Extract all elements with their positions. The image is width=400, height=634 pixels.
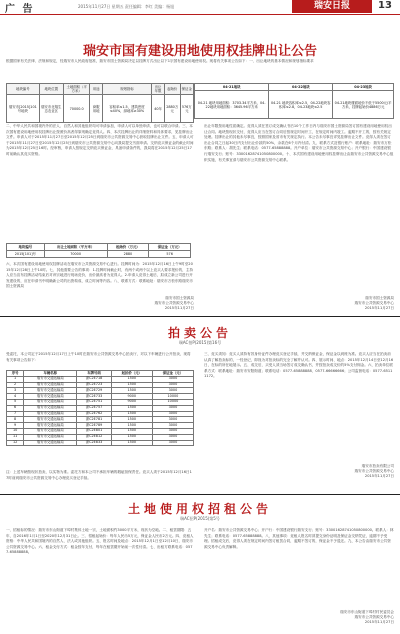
signature-line: 2015年11月27日 (364, 620, 394, 624)
table-cell: 瑞安市交通运输局 (24, 382, 77, 388)
table-cell: 容积率≤1.5，建筑密度≤40%，绿地率≥30% (102, 95, 151, 123)
table-cell: 瑞安市交通运输局 (24, 388, 77, 394)
table-cell: 瑞安市北翔生态农业区 (39, 95, 63, 123)
signature-line: 瑞安市国土资源局 (365, 296, 394, 300)
deposit-table (6, 243, 191, 258)
signature-line: 2015年11月27日 (364, 306, 394, 310)
table-cell: 9000 (111, 399, 152, 405)
table-cell: 6 (7, 405, 24, 411)
divider (0, 316, 400, 317)
table-cell: 12 (7, 440, 24, 446)
table-cell: 04-21地块楼面地价不低于5500元/平方米，挂牌起始价4886万元 (333, 91, 394, 119)
table-header-cell: 04-23地块 (333, 84, 394, 91)
table-cell: 10000 (152, 399, 193, 405)
table-header-row (7, 244, 191, 251)
land-table-right (194, 83, 394, 119)
table-cell: 浙C2E801 (77, 428, 111, 434)
table-header-cell: 车辆名称 (24, 371, 77, 377)
table-header-row (195, 84, 394, 91)
table-cell: 1500 (111, 405, 152, 411)
table-cell: 576 (149, 251, 191, 258)
table-cell: 瑞安市交通运输局 (24, 394, 77, 400)
divider (0, 494, 400, 495)
notice1-left-text: 二、中华人民共和国境内外的法人、自然人和其他组织均可申请参加，申请人可以单独申请，也可以联合申请。三、本次国有建设用地使用权挂牌出让按照价高者得原则确定竞得人。四、本次挂牌出让的详细资料和具体要求，见挂牌出让文件。申请人可于2015年11月27日至2015年12月25日到瑞安市公共资源交易中心获取挂牌出让文件。五、申请人可于2015年11月27日至2015年12月25日到瑞安市公共资源交易中心向我局提交书面申请。交纳竞买保证金的截止时间为2015年12月25日16时。经审核，申请人按规定交纳竞买保证金，具备申请条件的，我局将在2015年12月25日17时前确认其竞买资格。 (6, 124, 194, 156)
land-table (6, 83, 194, 123)
table-cell: 瑞安市交通运输局 (24, 440, 77, 446)
table-header-cell: 保证金（万元） (149, 244, 191, 251)
table-cell: 2880 (107, 251, 149, 258)
notice2-intro: 受委托，本公司定于2015年12月17日上午10时在瑞安市公共资源交易中心拍卖厅，对以下车辆进行公开拍卖，现将有关事项公告如下： (6, 352, 191, 362)
table-cell: 瑞安市交通运输局 (24, 399, 77, 405)
signature-line: 瑞安市公共资源交易中心 (354, 301, 394, 305)
table-cell: 1500 (111, 388, 152, 394)
notice1-left-signature (130, 296, 194, 311)
table-cell: 3000 (152, 376, 193, 382)
table-row (195, 91, 394, 119)
table-cell: 3000 (152, 428, 193, 434)
table-cell: 2880万元 (164, 95, 180, 123)
table-row (7, 251, 191, 258)
table-cell: 浙C2E812 (77, 434, 111, 440)
table-header-cell: 地块编号 (7, 84, 40, 95)
table-cell: 瑞安市交通运输局 (24, 423, 77, 429)
table-cell: 70000.0 (63, 95, 90, 123)
table-cell: 40年 (152, 95, 165, 123)
table-cell: 04-21 地块容积率≤2.5，04-22地块容积率≤2.8，04-23地块≤2.5 (269, 91, 333, 119)
table-header-cell: 规划指标 (102, 84, 151, 95)
table-header-cell: 起拍价（元） (111, 371, 152, 377)
table-cell: 3000 (152, 440, 193, 446)
table-cell: 商服用地 (90, 95, 102, 123)
signature-line: 瑞安市拍卖有限公司 (361, 464, 394, 468)
table-cell: 3000 (152, 434, 193, 440)
table-cell: 浙C2E757 (77, 405, 111, 411)
table-cell: 1500 (111, 423, 152, 429)
table-header-cell: 土地面积（平方米） (63, 84, 90, 95)
table-cell: 576万元 (180, 95, 193, 123)
table-cell: 1500 (111, 411, 152, 417)
table-header-cell: 04-22地块 (269, 84, 333, 91)
table-cell: 浙C2E733 (77, 394, 111, 400)
table-header-cell: 起始价 (164, 84, 180, 95)
table-header-cell: 起始价（万元） (107, 244, 149, 251)
table-header-cell: 出让土地面积（平方米） (44, 244, 107, 251)
notice2-note: 注：上述车辆按现状拍卖，以实物为准。委托方和本公司不承担车辆的瑕疵担保责任。竞买人须于2015年12月16日17时前到瑞安市公共资源交易中心办理竞买登记手续。 (6, 470, 192, 480)
table-cell: 1500 (111, 428, 152, 434)
table-cell: 1500 (111, 382, 152, 388)
table-cell: 8 (7, 417, 24, 423)
notice3-case-number: 瑞AC招P(2015)第5号 (180, 516, 220, 521)
table-header-cell: 04-21地块 (195, 84, 269, 91)
table-cell: 浙C2E723 (77, 382, 111, 388)
notice1-intro: 根据国家有关法律、法规和规定，经瑞安市人民政府批准，瑞安市国土资源局决定以挂牌方式出让以下1宗国有建设用地使用权。现将有关事项公告如下：一、出让地块的基本情况和规划指标要求 (6, 59, 314, 63)
table-cell: 1500 (111, 440, 152, 446)
table-cell: 瑞安市交通运输局 (24, 405, 77, 411)
page-number: 13 (378, 0, 392, 11)
notice1-right-text: 出让年限按用地性质确定。竞得人须在签订成交确认书后10个工作日内与瑞安市国土资源局签订国有建设用地使用权出让合同。地块按现状交付，竞得人应当在签订合同后按规定时间开工，在规定时间内竣工。逾期不开工的，按有关规定处理。挂牌出让的其他未尽事宜，按照国家及省市有关规定执行。本公告未尽事宜详见挂牌出让文件。竞得人须在签订出让合同之日起30日内支付出让价款的50%，余款在6个月内付清。九、联系方式及银行账户：联系地址：瑞安市万松东路；联系人：胡先生；联系电话：0577-65888888。开户单位：瑞安市公共资源交易中心；开户银行：中国建设银行瑞安支行；账号：33001628741050800000。十、本次国有建设用地使用权挂牌出让由瑞安市公共资源交易中心组织实施，有关事宜请与瑞安市公共资源交易中心联系。 (204, 124, 394, 162)
table-cell: 2 (7, 382, 24, 388)
notice2-right-text: 三、竞买须知：竞买人须持有效身份证件办理竞买登记手续，并交纳保证金，保证金以到账为准。竞买人应当在拍卖前认真了解拍卖标的，一经登记，即视为对拍卖标的完全了解并认可。四、展示时间、地点：2015年12月14日至12月16日，在标的所在地展示。五、成交后，买受人须当场签订成交确认书，并按拍卖成交价的5%支付佣金。六、拍卖单位联系方式：联系地址：瑞安市安阳街道；联系电话：0577-65888888、0577-66666666；公司监督电话：0577-65111172。 (204, 352, 394, 379)
notice3-left-text: 一、招租标的情况：瑞安市东山街道下埠村集体土地一宗，土地面积约3000平方米，现状为空地。二、租赁期限：五年，自2016年1月1日至2020年12月31日止。三、招租起始价：每年人民币5万元，保证金人民币2万元。四、竞租人资格：中华人民共和国境内的自然人、法人或其他组织。五、报名时间及地点：2015年12月1日至12月10日，瑞安市公共资源交易中心。六、租金支付方式：租金按年支付，每年在租赁期开始前一次性付清。七、出租方联系电话：0577-65888888。 (6, 528, 194, 555)
signature-line: 2015年11月27日 (364, 474, 394, 478)
notice2-signature (314, 464, 394, 479)
table-cell: 10 (7, 428, 24, 434)
table-header-cell: 地块编号 (7, 244, 45, 251)
table-cell: 瑞安市交通运输局 (24, 428, 77, 434)
notice3-right-text: 开户名：瑞安市公共资源交易中心；开户行：中国建设银行瑞安支行；账号：33001628741050800000。联系人：林先生；联系电话：0577-65888888。八、其他事项：竞租人报名时须提交身份证明及保证金交纳凭证，逾期不予受理。招租成交后，竞得人须在规定时间内签订租赁合同，逾期不签订的，保证金不予退还。九、本公告由瑞安市公共资源交易中心负责解释。 (204, 528, 394, 549)
table-cell: 10000 (152, 394, 193, 400)
table-cell: 1500 (111, 417, 152, 423)
header-meta: 2015年11月27日 星期五 责任编辑：李红 美编：杨旭 (78, 4, 175, 9)
signature-line: 瑞安市国土资源局 (165, 296, 194, 300)
table-cell: 1 (7, 376, 24, 382)
table-cell: 3000 (152, 388, 193, 394)
notice2-title: 拍卖公告 (167, 326, 232, 340)
table-cell: 11 (7, 434, 24, 440)
table-cell: 浙C2E781 (77, 417, 111, 423)
table-row (7, 95, 194, 123)
table-cell: 瑞安市交通运输局 (24, 376, 77, 382)
table-cell: 3000 (152, 417, 193, 423)
table-row (7, 440, 194, 446)
notice3-signature (300, 610, 394, 625)
signature-line: 2015年11月27日 (164, 306, 194, 310)
page-header (0, 0, 400, 15)
signature-line: 瑞安市公共资源交易中心 (354, 615, 394, 619)
table-header-cell: 用途 (90, 84, 102, 95)
table-header-row (7, 84, 194, 95)
table-cell: 3 (7, 388, 24, 394)
table-cell: 瑞安市交通运输局 (24, 411, 77, 417)
table-header-cell: 保证金 (180, 84, 193, 95)
notice1-left-text2: 六、本次国有建设用地使用权挂牌活动在瑞安市公共资源交易中心进行。挂牌时间为：2015年12月16日上午9时至2015年12月28日上午10时。七、其他需要公告的事项：1.挂牌时间截止时，有两个或两个以上竞买人要求报价的，主持人应当宣布挂牌活动结束后对该宗地进行现场竞价，出价最高者为竞得人。2.申请人竞得土地后，拟成立新公司进行开发建设的，应在申请书中明确新公司的出资构成、成立时间等内容。八、联系方式：联系地址：瑞安市万松东路瑞安市国土资源局 (6, 262, 194, 289)
table-cell: 瑞安市[2015]101号地块 (7, 95, 40, 123)
table-cell: 9000 (111, 394, 152, 400)
table-cell: 5 (7, 399, 24, 405)
signature-line: 瑞安市公共资源交易中心 (354, 469, 394, 473)
table-cell: 浙C2E789 (77, 423, 111, 429)
table-cell: 2015[101]号 (7, 251, 45, 258)
table-header-cell: 保证金（元） (152, 371, 193, 377)
table-cell: 浙C2E833 (77, 440, 111, 446)
table-header-cell: 出让年限 (152, 84, 165, 95)
table-cell: 4 (7, 394, 24, 400)
table-cell: 3000 (152, 411, 193, 417)
signature-line: 瑞安市东山街道下埠村村民委员会 (340, 610, 394, 614)
notice3-title: 土地使用权招租公告 (127, 502, 272, 516)
table-cell: 1500 (111, 434, 152, 440)
table-cell: 浙C2E729 (77, 388, 111, 394)
auction-table (6, 370, 194, 446)
notice2-case-number: 瑞AC拍P(2015)第16号 (178, 340, 222, 345)
notice1-right-signature (322, 296, 394, 311)
table-cell: 3000 (152, 405, 193, 411)
table-cell: 瑞安市交通运输局 (24, 434, 77, 440)
table-header-cell: 地块位置 (39, 84, 63, 95)
table-cell: 瑞安市交通运输局 (24, 417, 77, 423)
table-cell: 浙C2E718 (77, 376, 111, 382)
table-cell: 浙C2E751 (77, 399, 111, 405)
section-label: 广 告 (5, 4, 35, 15)
table-cell: 1500 (111, 376, 152, 382)
table-header-cell: 序号 (7, 371, 24, 377)
notice1-title: 瑞安市国有建设用地使用权挂牌出让公告 (82, 44, 317, 59)
table-header-cell: 车牌号码 (77, 371, 111, 377)
table-cell: 3000 (152, 382, 193, 388)
table-cell: 3000 (152, 423, 193, 429)
table-cell: 浙C2E762 (77, 411, 111, 417)
signature-line: 瑞安市公共资源交易中心 (154, 301, 194, 305)
table-cell: 7 (7, 411, 24, 417)
table-cell: 04-21 地块用地面积：3703.34平方米，04-22地块用地面积：3645.96平方米 (195, 91, 269, 119)
table-cell: 70000 (44, 251, 107, 258)
newspaper-logo: 瑞安日报 (292, 0, 372, 13)
table-cell: 9 (7, 423, 24, 429)
